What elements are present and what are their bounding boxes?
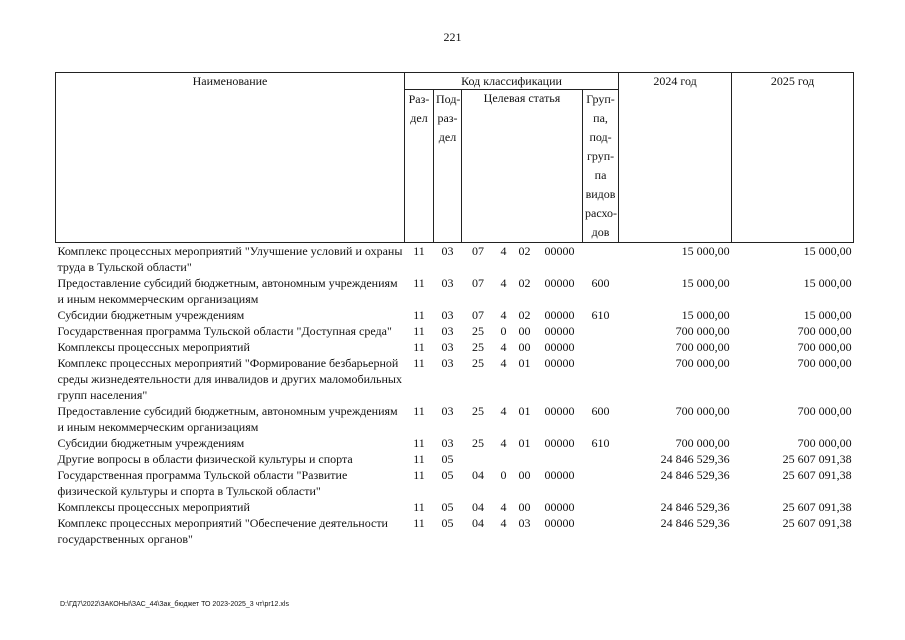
row-event-code: 00 — [518, 468, 531, 482]
row-direction-code: 00000 — [544, 500, 575, 514]
row-program-code: 25 — [472, 404, 484, 418]
row-subsection: 03 — [441, 356, 454, 370]
budget-table — [55, 72, 854, 547]
row-program-code: 25 — [472, 436, 484, 450]
row-section: 11 — [413, 452, 425, 466]
row-subsection: 05 — [441, 468, 454, 482]
row-direction-code: 00000 — [544, 340, 575, 354]
row-amount-2025: 25 607 091,38 — [782, 516, 852, 530]
row-expense-group — [583, 451, 619, 467]
row-direction-code: 00000 — [544, 276, 575, 290]
row-subsection: 05 — [441, 452, 454, 466]
row-amount-2024: 24 846 529,36 — [660, 516, 730, 530]
row-expense-group — [583, 323, 619, 339]
row-amount-2025: 700 000,00 — [797, 340, 852, 354]
row-subsection: 05 — [441, 500, 454, 514]
row-name: Субсидии бюджетным учреждениям — [57, 308, 245, 322]
row-subprogram-code: 4 — [500, 516, 507, 530]
row-event-code: 00 — [518, 324, 531, 338]
row-event-code: 02 — [518, 244, 531, 258]
row-name: Государственная программа Тульской области "Доступная среда" — [57, 324, 392, 338]
row-subprogram-code: 4 — [500, 308, 507, 322]
row-amount-2024: 700 000,00 — [675, 436, 730, 450]
row-amount-2025: 25 607 091,38 — [782, 468, 852, 482]
row-event-code: 01 — [518, 356, 531, 370]
row-amount-2024: 15 000,00 — [681, 276, 730, 290]
table-row — [56, 307, 854, 323]
row-program-code: 25 — [472, 340, 484, 354]
row-program-code: 04 — [472, 468, 484, 482]
header-target-article: Целевая статья — [462, 90, 583, 243]
row-section: 11 — [413, 356, 425, 370]
table-header — [56, 73, 854, 243]
row-amount-2025: 700 000,00 — [797, 324, 852, 338]
row-amount-2024: 15 000,00 — [681, 308, 730, 322]
table-row — [56, 435, 854, 451]
row-subsection: 03 — [441, 308, 454, 322]
row-section: 11 — [413, 404, 425, 418]
row-amount-2025: 15 000,00 — [803, 276, 852, 290]
row-subsection: 03 — [441, 340, 454, 354]
row-amount-2024: 700 000,00 — [675, 404, 730, 418]
row-event-code: 02 — [518, 308, 531, 322]
row-event-code: 02 — [518, 276, 531, 290]
header-year-2024: 2024 год — [619, 73, 732, 243]
row-program-code: 07 — [472, 276, 484, 290]
row-section: 11 — [413, 468, 425, 482]
row-name: Комплексы процессных мероприятий — [57, 500, 250, 514]
row-subsection: 03 — [441, 276, 454, 290]
row-expense-group: 610 — [591, 436, 610, 450]
row-subsection: 03 — [441, 404, 454, 418]
table-body — [56, 243, 854, 548]
row-program-code — [462, 451, 495, 467]
header-subsection: Под- раз- дел — [434, 90, 462, 243]
row-direction-code: 00000 — [544, 516, 575, 530]
header-year-2025: 2025 год — [732, 73, 854, 243]
row-program-code: 04 — [472, 516, 484, 530]
row-program-code: 07 — [472, 308, 484, 322]
row-subsection: 05 — [441, 516, 454, 530]
row-amount-2025: 700 000,00 — [797, 436, 852, 450]
row-expense-group — [583, 467, 619, 499]
row-section: 11 — [413, 276, 425, 290]
row-section: 11 — [413, 340, 425, 354]
row-amount-2025: 700 000,00 — [797, 404, 852, 418]
row-name: Субсидии бюджетным учреждениям — [57, 436, 245, 450]
row-direction-code: 00000 — [544, 324, 575, 338]
row-event-code: 00 — [518, 500, 531, 514]
table-row — [56, 243, 854, 276]
header-code-classification: Код классификации — [405, 73, 619, 90]
row-direction-code: 00000 — [544, 244, 575, 258]
row-subprogram-code: 4 — [500, 340, 507, 354]
row-expense-group: 600 — [591, 404, 610, 418]
row-section: 11 — [413, 324, 425, 338]
row-expense-group — [583, 355, 619, 403]
table-row — [56, 355, 854, 403]
row-subprogram-code: 4 — [500, 500, 507, 514]
table-row — [56, 275, 854, 307]
row-program-code: 07 — [472, 244, 484, 258]
table-row — [56, 515, 854, 547]
row-amount-2024: 15 000,00 — [681, 244, 730, 258]
row-name: Государственная программа Тульской области "Развитие физической культуры и спорта в Тульской области" — [57, 468, 348, 498]
table-row — [56, 339, 854, 355]
row-section: 11 — [413, 308, 425, 322]
row-name: Комплекс процессных мероприятий "Улучшение условий и охраны труда в Тульской области" — [57, 244, 403, 274]
row-amount-2024: 700 000,00 — [675, 356, 730, 370]
row-name: Предоставление субсидий бюджетным, автономным учреждениям и иным некоммерческим организациям — [57, 404, 398, 434]
table-row — [56, 451, 854, 467]
row-name: Комплекс процессных мероприятий "Формирование безбарьерной среды жизнедеятельности для инвалидов и других маломобильных групп населения" — [57, 356, 402, 402]
row-subsection: 03 — [441, 244, 454, 258]
row-subprogram-code: 0 — [500, 468, 507, 482]
header-expense-group: Груп- па, под- груп- па видов расхо- дов — [583, 90, 619, 243]
row-amount-2025: 700 000,00 — [797, 356, 852, 370]
row-expense-group: 610 — [591, 308, 610, 322]
row-subprogram-code: 4 — [500, 356, 507, 370]
row-direction-code: 00000 — [544, 356, 575, 370]
row-subprogram-code: 4 — [500, 404, 507, 418]
row-event-code: 01 — [518, 436, 531, 450]
row-subprogram-code: 4 — [500, 436, 507, 450]
row-subprogram-code: 4 — [500, 276, 507, 290]
row-amount-2024: 24 846 529,36 — [660, 468, 730, 482]
row-name: Другие вопросы в области физической культуры и спорта — [57, 452, 353, 466]
row-event-code: 00 — [518, 340, 531, 354]
row-expense-group: 600 — [591, 276, 610, 290]
row-section: 11 — [413, 500, 425, 514]
row-section: 11 — [413, 516, 425, 530]
row-subprogram-code — [495, 451, 513, 467]
row-amount-2024: 700 000,00 — [675, 340, 730, 354]
row-amount-2025: 15 000,00 — [803, 308, 852, 322]
row-program-code: 04 — [472, 500, 484, 514]
row-subsection: 03 — [441, 436, 454, 450]
row-program-code: 25 — [472, 324, 484, 338]
row-subsection: 03 — [441, 324, 454, 338]
row-amount-2024: 700 000,00 — [675, 324, 730, 338]
row-amount-2025: 25 607 091,38 — [782, 452, 852, 466]
row-program-code: 25 — [472, 356, 484, 370]
row-event-code: 03 — [518, 516, 531, 530]
header-name: Наименование — [56, 73, 405, 243]
row-direction-code: 00000 — [544, 436, 575, 450]
row-expense-group — [583, 515, 619, 547]
row-direction-code — [537, 451, 583, 467]
row-direction-code: 00000 — [544, 404, 575, 418]
row-event-code: 01 — [518, 404, 531, 418]
file-path-footer: D:\ГД7\2022\ЗАКОНЫ\ЗАС_44\Зак_бюджет ТО 2023-2025_3 чт\pr12.xls — [60, 601, 289, 608]
row-amount-2025: 15 000,00 — [803, 244, 852, 258]
table-row — [56, 323, 854, 339]
table-row — [56, 499, 854, 515]
table-row — [56, 467, 854, 499]
row-name: Комплексы процессных мероприятий — [57, 340, 250, 354]
row-event-code — [513, 451, 537, 467]
row-subprogram-code: 4 — [500, 244, 507, 258]
row-name: Комплекс процессных мероприятий "Обеспечение деятельности государственных органов" — [57, 516, 388, 546]
row-expense-group — [583, 339, 619, 355]
row-expense-group — [583, 243, 619, 276]
row-amount-2024: 24 846 529,36 — [660, 452, 730, 466]
row-direction-code: 00000 — [544, 308, 575, 322]
table-row — [56, 403, 854, 435]
row-name: Предоставление субсидий бюджетным, автономным учреждениям и иным некоммерческим организациям — [57, 276, 398, 306]
row-expense-group — [583, 499, 619, 515]
row-direction-code: 00000 — [544, 468, 575, 482]
header-section: Раз- дел — [405, 90, 434, 243]
row-section: 11 — [413, 436, 425, 450]
row-amount-2024: 24 846 529,36 — [660, 500, 730, 514]
page-number: 221 — [443, 30, 462, 44]
row-subprogram-code: 0 — [500, 324, 507, 338]
row-section: 11 — [413, 244, 425, 258]
row-amount-2025: 25 607 091,38 — [782, 500, 852, 514]
